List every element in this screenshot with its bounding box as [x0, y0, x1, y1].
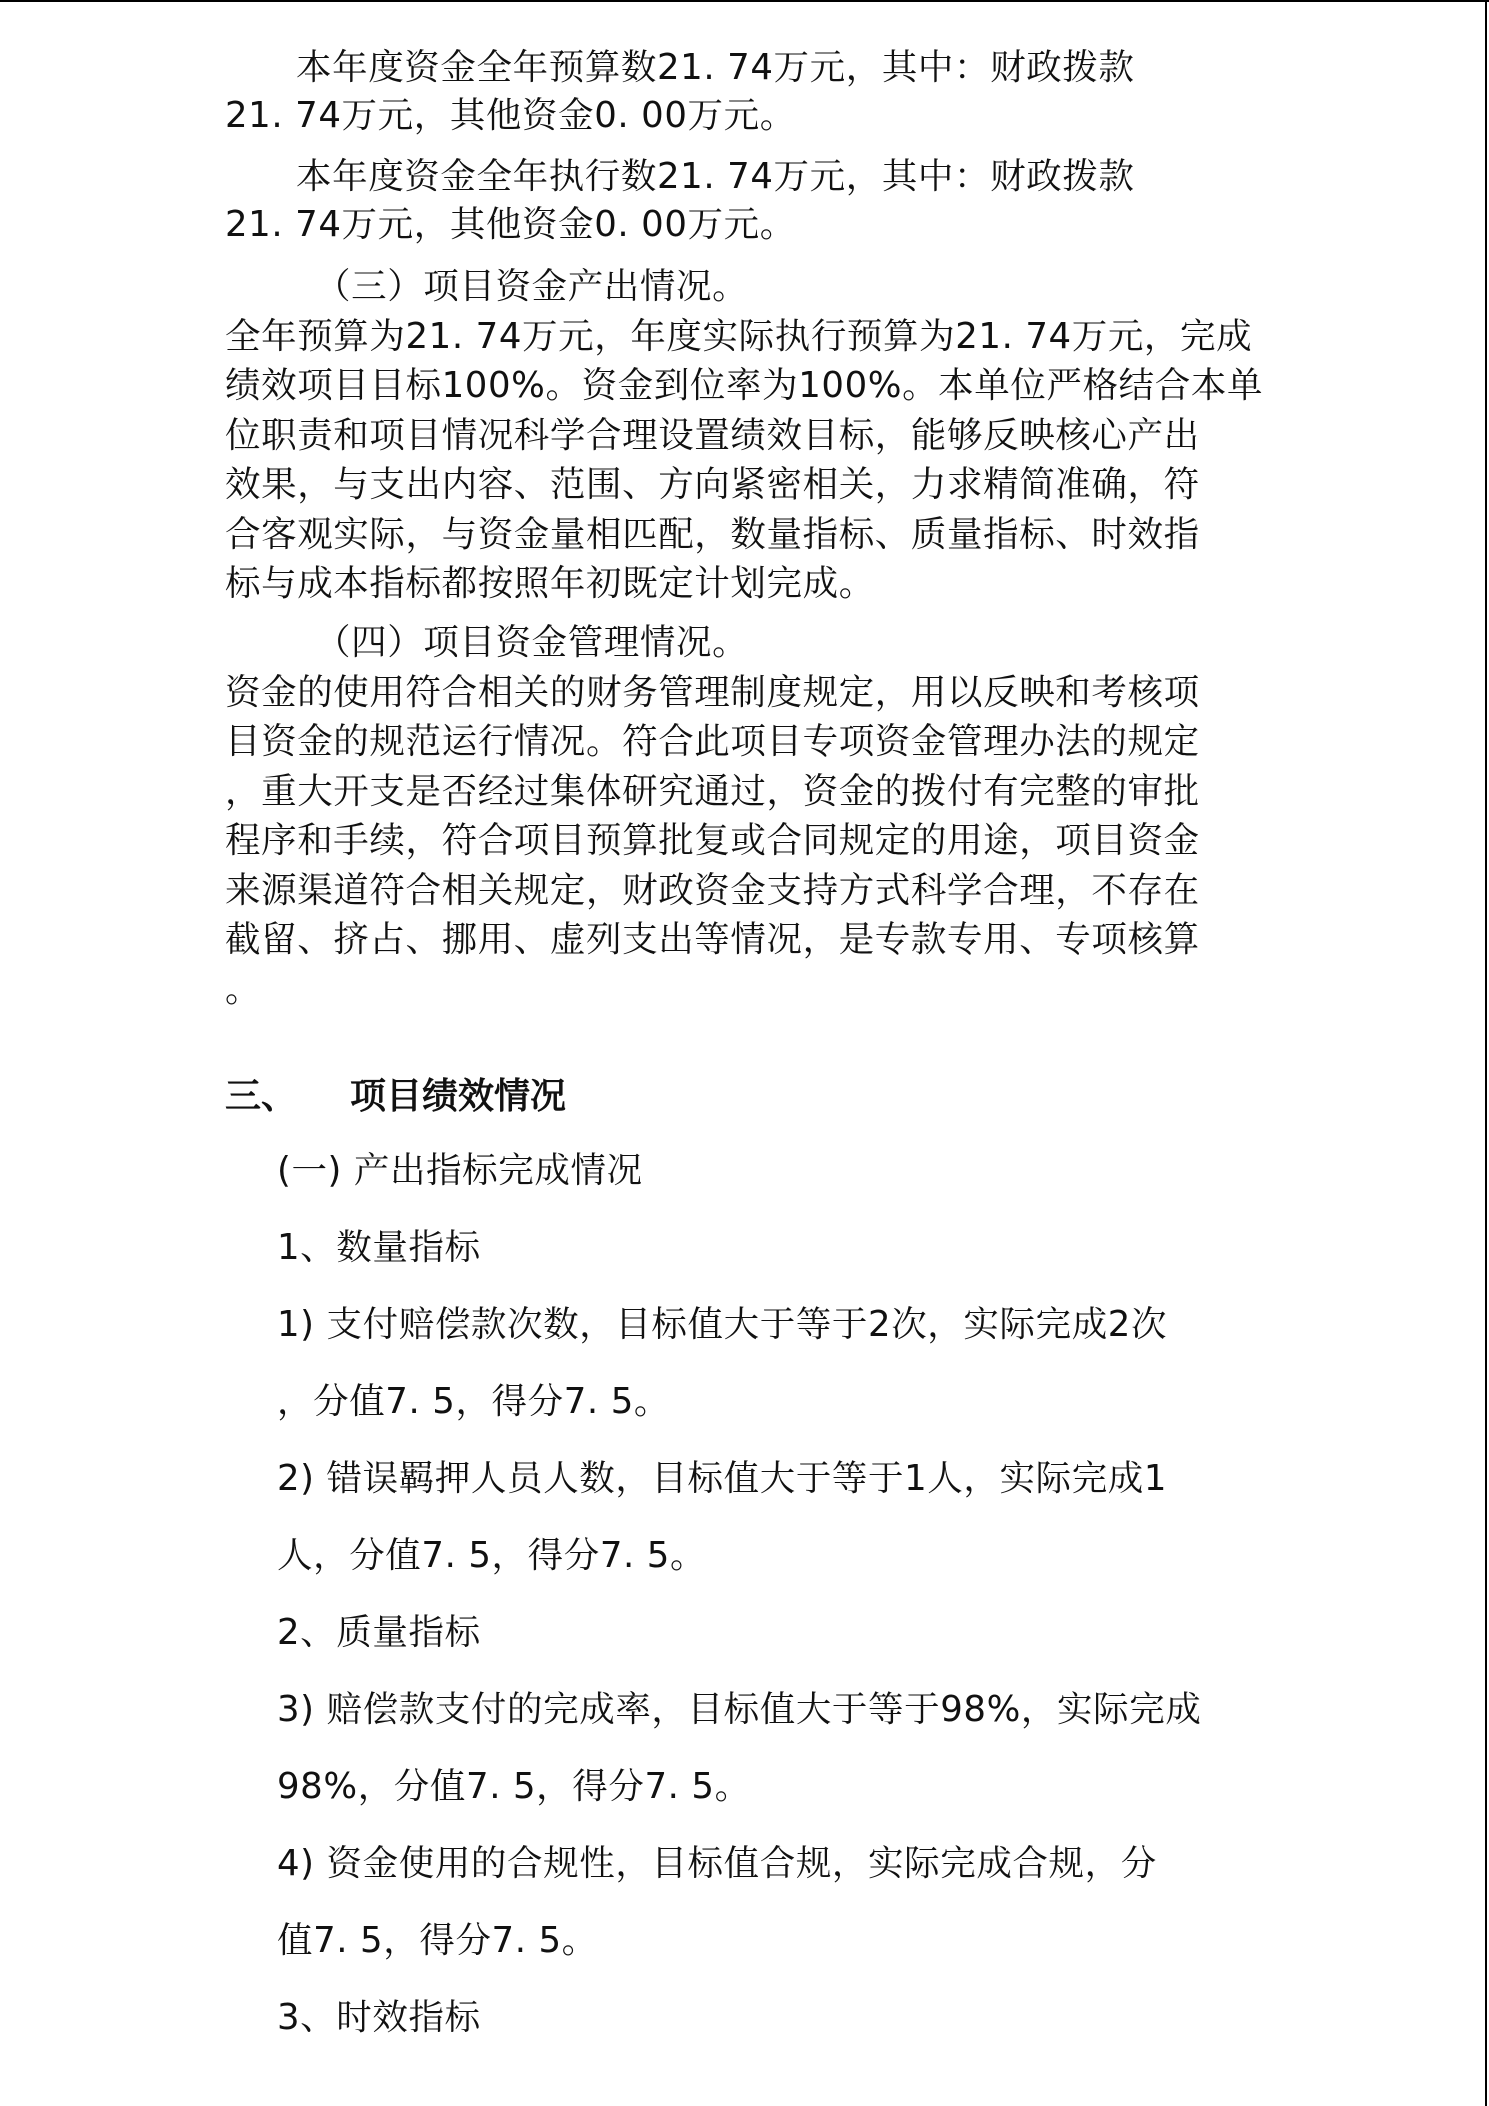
budget-paragraph: [225, 44, 1245, 140]
management-line: 。: [225, 968, 262, 1010]
management-line: 程序和手续，符合项目预算批复或合同规定的用途，项目资金: [225, 820, 1200, 861]
execution-line-2: 21. 74万元，其他资金0. 00万元。: [225, 204, 796, 245]
output-line: 标与成本指标都按照年初既定计划完成。: [225, 563, 875, 604]
section-number: 三、: [225, 1076, 298, 1117]
indicator-item-4-line-2: 值7. 5，得分7. 5。: [277, 1920, 598, 1961]
page-border-top: [0, 0, 1489, 2]
execution-line-1: 本年度资金全年执行数21. 74万元，其中：财政拨款: [296, 156, 1135, 197]
output-line: 全年预算为21. 74万元，年度实际执行预算为21. 74万元，完成: [225, 315, 1253, 357]
management-section: [225, 618, 1245, 1014]
indicator-item-3-line-2: 98%，分值7. 5，得分7. 5。: [277, 1766, 751, 1807]
output-line: 效果，与支出内容、范围、方向紧密相关，力求精简准确，符: [225, 464, 1200, 505]
management-line: 截留、挤占、挪用、虚列支出等情况，是专款专用、专项核算: [225, 919, 1200, 960]
management-line: 目资金的规范运行情况。符合此项目专项资金管理办法的规定: [225, 721, 1200, 762]
page-border-right: [1485, 0, 1487, 2106]
indicator-item-2-line-1: 2) 错误羁押人员人数，目标值大于等于1人，实际完成1: [277, 1458, 1168, 1499]
output-line: 位职责和项目情况科学合理设置绩效目标，能够反映核心产出: [225, 414, 1200, 456]
indicator-item-1-line-1: 1) 支付赔偿款次数，目标值大于等于2次，实际完成2次: [277, 1304, 1168, 1345]
timeliness-indicator-heading: 3、时效指标: [277, 1997, 481, 2038]
management-line: ，重大开支是否经过集体研究通过，资金的拨付有完整的审批: [225, 770, 1200, 812]
quantity-indicator-heading: 1、数量指标: [277, 1227, 481, 1268]
output-heading: （三）项目资金产出情况。: [315, 266, 749, 307]
indicator-item-1-line-2: ，分值7. 5，得分7. 5。: [277, 1381, 670, 1422]
output-line: 合客观实际，与资金量相匹配，数量指标、质量指标、时效指: [225, 513, 1200, 555]
indicator-item-4-line-1: 4) 资金使用的合规性，目标值合规，实际完成合规，分: [277, 1843, 1157, 1884]
execution-paragraph: [225, 153, 1245, 249]
management-heading: （四）项目资金管理情况。: [315, 622, 749, 663]
indicator-item-2-line-2: 人，分值7. 5，得分7. 5。: [277, 1535, 707, 1576]
budget-line-2: 21. 74万元，其他资金0. 00万元。: [225, 95, 796, 136]
output-line: 绩效项目目标100%。资金到位率为100%。本单位严格结合本单: [225, 365, 1264, 406]
output-indicators-subheading: (一) 产出指标完成情况: [277, 1150, 643, 1191]
section-title: 项目绩效情况: [350, 1076, 567, 1117]
quality-indicator-heading: 2、质量指标: [277, 1612, 481, 1653]
management-line: 来源渠道符合相关规定，财政资金支持方式科学合理，不存在: [225, 869, 1200, 911]
management-line: 资金的使用符合相关的财务管理制度规定，用以反映和考核项: [225, 671, 1200, 713]
budget-line-1: 本年度资金全年预算数21. 74万元，其中：财政拨款: [296, 47, 1135, 88]
output-section: [225, 262, 1264, 609]
indicator-item-3-line-1: 3) 赔偿款支付的完成率，目标值大于等于98%，实际完成: [277, 1689, 1202, 1730]
section-heading: [225, 1073, 566, 1121]
